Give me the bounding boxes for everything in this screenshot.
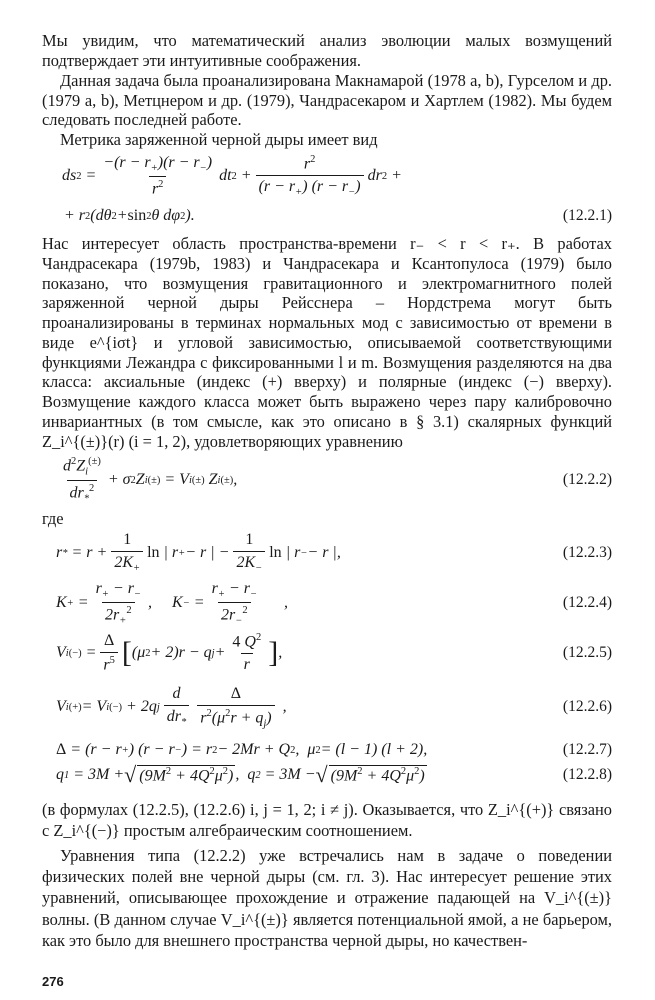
paragraph-references: Данная задача была проанализирована Макнамарой (1978 a, b), Гурселом и др. (1979 a, b), Метцнером и др. (1979), Чандрасекаром и Хартлем (1982). Мы будем следовать последней работе.	[42, 71, 612, 130]
equation-number-12-2-6: (12.2.6)	[562, 698, 612, 715]
equation-surface-gravity: K + = $\frac{r_+ - r_-}{2r_+^2}$ , K − = $\frac{r_+ - r_-}{2r_-^2}$ , (12.2.4)	[56, 579, 612, 627]
equation-number-12-2-7: (12.2.7)	[562, 741, 612, 758]
equation-axial-potential: V i (+) = V i (−) + 2q j $\frac{d}{dr_*}$ $\frac{\Delta}{r^2(\mu^2r + q_j)}$ , (12.2.6)	[42, 682, 612, 732]
equation-tortoise: r * = r + $\frac{1}{2K_+}$ ln | r + − r | − $\frac{1}{2K_-}$ ln | r − − r |, (12.2.3)	[56, 531, 612, 575]
equation-metric-line2: + r 2 (dθ 2 + sin 2 θ dφ 2 ). (12.2.1)	[42, 202, 612, 230]
paragraph-relation: (в формулах (12.2.5), (12.2.6) i, j = 1, 2; i ≠ j). Оказывается, что Z_i^{(+)} связано с Z_i^{(−)} простым алгебраическим соотношением.	[42, 800, 612, 840]
equation-wave: $\frac{d^2Z_i^{(\pm)}}{dr_*^2}$ + σ 2 Z i (±) = V i (±) Z i (±) , (12.2.2)	[63, 455, 612, 505]
equation-number-12-2-8: (12.2.8)	[562, 766, 612, 783]
page-number: 276	[42, 974, 64, 989]
equation-number-12-2-1: (12.2.1)	[562, 207, 612, 224]
paragraph-where: где	[42, 509, 64, 528]
paragraph-metric-intro: Метрика заряженной черной дыры имеет вид	[60, 130, 378, 149]
paragraph-perturbations: Нас интересует область пространства-времени r₋ < r < r₊. В работах Чандрасекара (1979b, 1983) и Чандрасекара и Ксантопулоса (1979) было показано, что возмущения гравитационного и электромагнитного полей заряженной черной дыры Рейсснера – Нордстрема могут быть проанализированы в терминах нормальных мод с зависимостью от времени в виде e^{iσt} и угловой зависимостью, описываемой соответствующими функциями Лежандра с фиксированными l и m. Возмущения разделяются на два класса: аксиальные (индекс (+) вверху) и полярные (индекс (−) вверху). Возмущение каждого класса может быть выражено через пару калибровочно инвариантных (в том смысле, как это описано в § 3.1) скалярных функций Z_i^{(±)}(r) (i = 1, 2), удовлетворяющих уравнению	[42, 234, 612, 451]
equation-q-values: q 1 = 3M + √ $(9M^2 + 4Q^2\mu^2)$ , q 2 = 3M − √ $(9M^2 + 4Q^2\mu^2)$ (12.2.8)	[56, 762, 612, 787]
equation-polar-potential: V i (−) = $\frac{\Delta}{r^5}$ [ (μ 2 + 2)r − q j + $\frac{4 Q^2}{r}$ ] , (12.2.5)	[42, 628, 612, 678]
paragraph-wave-equations: Уравнения типа (12.2.2) уже встречались нам в задаче о поведении физических полей вне черной дыры (см. гл. 3). Нас интересует решение этих уравнений, описывающее прохождение и отражение падающей на V_i^{(±)} волны. (В данном случае V_i^{(±)} является потенциальной ямой, а не барьером, как это было для внешнего пространства черной дыры, но качествен-	[42, 846, 612, 950]
equation-number-12-2-4: (12.2.4)	[562, 594, 612, 611]
paragraph-intro: Мы увидим, что математический анализ эволюции малых возмущений подтверждает эти интуитивные соображения.	[42, 31, 612, 70]
equation-number-12-2-2: (12.2.2)	[562, 471, 612, 488]
equation-number-12-2-3: (12.2.3)	[562, 544, 612, 561]
equation-delta: Δ = (r − r + ) (r − r − ) = r 2 − 2Mr + Q 2 , μ 2 = (l − 1) (l + 2), (12.2.7)	[42, 738, 612, 762]
equation-metric-line1: ds 2 = $\frac{-(r - r_+)(r - r_-)}{r^2}$ dt 2 + $\frac{r^2}{(r - r_+) (r - r_-)}$ dr 2 +	[62, 153, 402, 199]
equation-number-12-2-5: (12.2.5)	[562, 644, 612, 661]
